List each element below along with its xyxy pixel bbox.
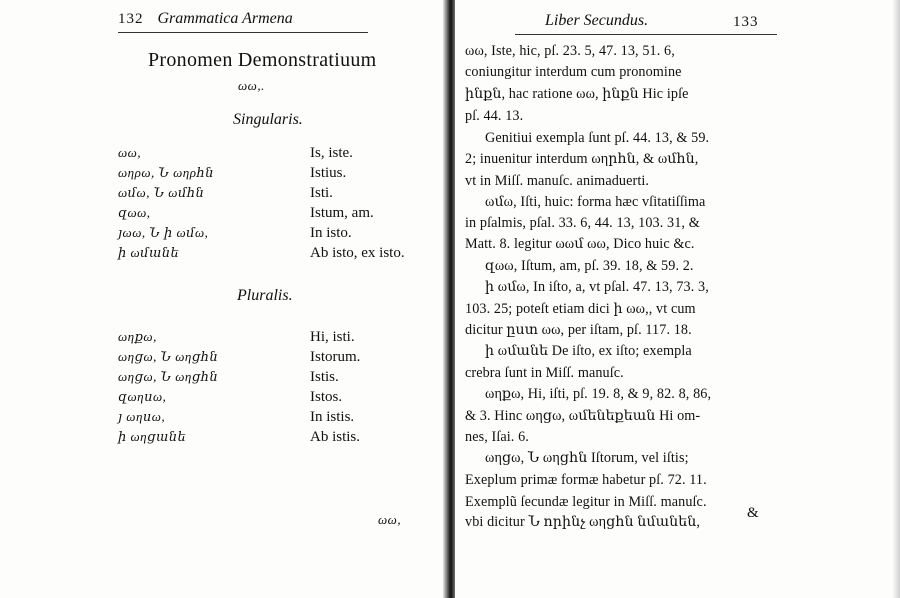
- left-page-number: 132: [118, 11, 144, 27]
- singular-armenian: ωω,: [118, 145, 142, 160]
- plural-armenian: յ ωηսω,: [118, 409, 166, 424]
- text-line: Exeplum primæ formæ habetur pſ. 72. 11.: [465, 472, 707, 488]
- text-line: ωηցω, Ն ωηցհն Iſtorum, vel iſtis;: [485, 450, 689, 466]
- text-line: dicitur ըստ ωω, per iſtam, pſ. 117. 18.: [465, 322, 692, 338]
- left-page: [0, 0, 447, 598]
- text-line: crebra ſunt in Miſſ. manuſc.: [465, 365, 624, 381]
- text-line: 103. 25; poteſt etiam dici ի ωω,, vt cum: [465, 301, 696, 317]
- text-line: pſ. 44. 13.: [465, 108, 524, 124]
- text-line: nes, Iſai. 6.: [465, 429, 529, 445]
- plural-armenian: զωηսω,: [118, 389, 167, 404]
- singular-armenian: ի ωմանե: [118, 245, 180, 260]
- singular-armenian: զωω,: [118, 205, 151, 220]
- right-catchword: &: [747, 505, 759, 521]
- text-line: coniungitur interdum cum pronomine: [465, 64, 682, 80]
- plural-latin: Istis.: [310, 369, 339, 385]
- singular-latin: Istius.: [310, 165, 347, 181]
- title-armenian: ωω,.: [238, 78, 265, 93]
- text-line: ωω, Iste, hic, pſ. 23. 5, 47. 13, 51. 6,: [465, 43, 675, 59]
- text-line: ի ωմանե De iſto, ex iſto; exempla: [485, 343, 692, 359]
- plural-latin: Istos.: [310, 389, 343, 405]
- plural-latin: Hi, isti.: [310, 329, 355, 345]
- plural-latin: Istorum.: [310, 349, 361, 365]
- singular-armenian: յωω, Ն ի ωմω,: [118, 225, 209, 240]
- text-line: ինքն, hac ratione ωω, ինքն Hic ipſe: [465, 86, 689, 102]
- text-line: vbi dicitur Ն որինչ ωηցհն նմանեն,: [465, 514, 701, 530]
- text-line: ωմω, Iſti, huic: forma hæc vſitatiſſima: [485, 194, 706, 210]
- plural-armenian: ի ωηցանե: [118, 429, 187, 444]
- text-line: in pſalmis, pſal. 33. 6, 44. 13, 103. 31, &: [465, 215, 700, 231]
- plural-latin: In istis.: [310, 409, 355, 425]
- singular-armenian: ωηρω, Ն ωηρհն: [118, 165, 215, 180]
- left-catchword: ωω,: [378, 512, 402, 527]
- text-line: Genitiui exempla ſunt pſ. 44. 13, & 59.: [485, 130, 710, 146]
- pluralis-heading: Pluralis.: [237, 287, 293, 304]
- text-line: Exemplũ ſecundæ legitur in Miſſ. manuſc.: [465, 494, 707, 510]
- plural-armenian: ωηքω,: [118, 329, 157, 344]
- text-line: 2; inuenitur interdum ωηրհն, & ωմհն,: [465, 151, 699, 167]
- singular-latin: In isto.: [310, 225, 352, 241]
- plural-armenian: ωηցω, Ն ωηցհն: [118, 369, 219, 384]
- text-line: Matt. 8. legitur ωωմ ωω, Dico huic &c.: [465, 236, 695, 252]
- singular-latin: Isti.: [310, 185, 333, 201]
- text-line: ωηքω, Hi, iſti, pſ. 19. 8, & 9, 82. 8, 86,: [485, 386, 712, 402]
- singular-latin: Is, iste.: [310, 145, 353, 161]
- right-page: [455, 0, 900, 598]
- left-header: [118, 10, 293, 28]
- right-header-rule: [515, 34, 777, 35]
- singular-armenian: ωմω, Ն ωմհն: [118, 185, 205, 200]
- text-line: զωω, Iſtum, am, pſ. 39. 18, & 59. 2.: [485, 258, 694, 274]
- page-edge: [892, 0, 900, 598]
- text-line: vt in Miſſ. manuſc. animaduerti.: [465, 173, 650, 189]
- left-header-rule: [118, 32, 368, 33]
- plural-armenian: ωηցω, Ն ωηցհն: [118, 349, 219, 364]
- singularis-heading: Singularis.: [233, 111, 303, 128]
- right-running-head: Liber Secundus.: [545, 12, 649, 29]
- page-title: Pronomen Demonstratiuum: [148, 49, 377, 71]
- text-line: & 3. Hinc ωηցω, ωմենեքեան Hi om-: [465, 408, 701, 424]
- text-line: ի ωմω, In iſto, a, vt pſal. 47. 13, 73. 3,: [485, 279, 709, 295]
- left-running-head: Grammatica Armena: [157, 10, 293, 27]
- right-page-number: 133: [733, 14, 759, 30]
- singular-latin: Ab isto, ex isto.: [310, 245, 405, 261]
- plural-latin: Ab istis.: [310, 429, 361, 445]
- singular-latin: Istum, am.: [310, 205, 374, 221]
